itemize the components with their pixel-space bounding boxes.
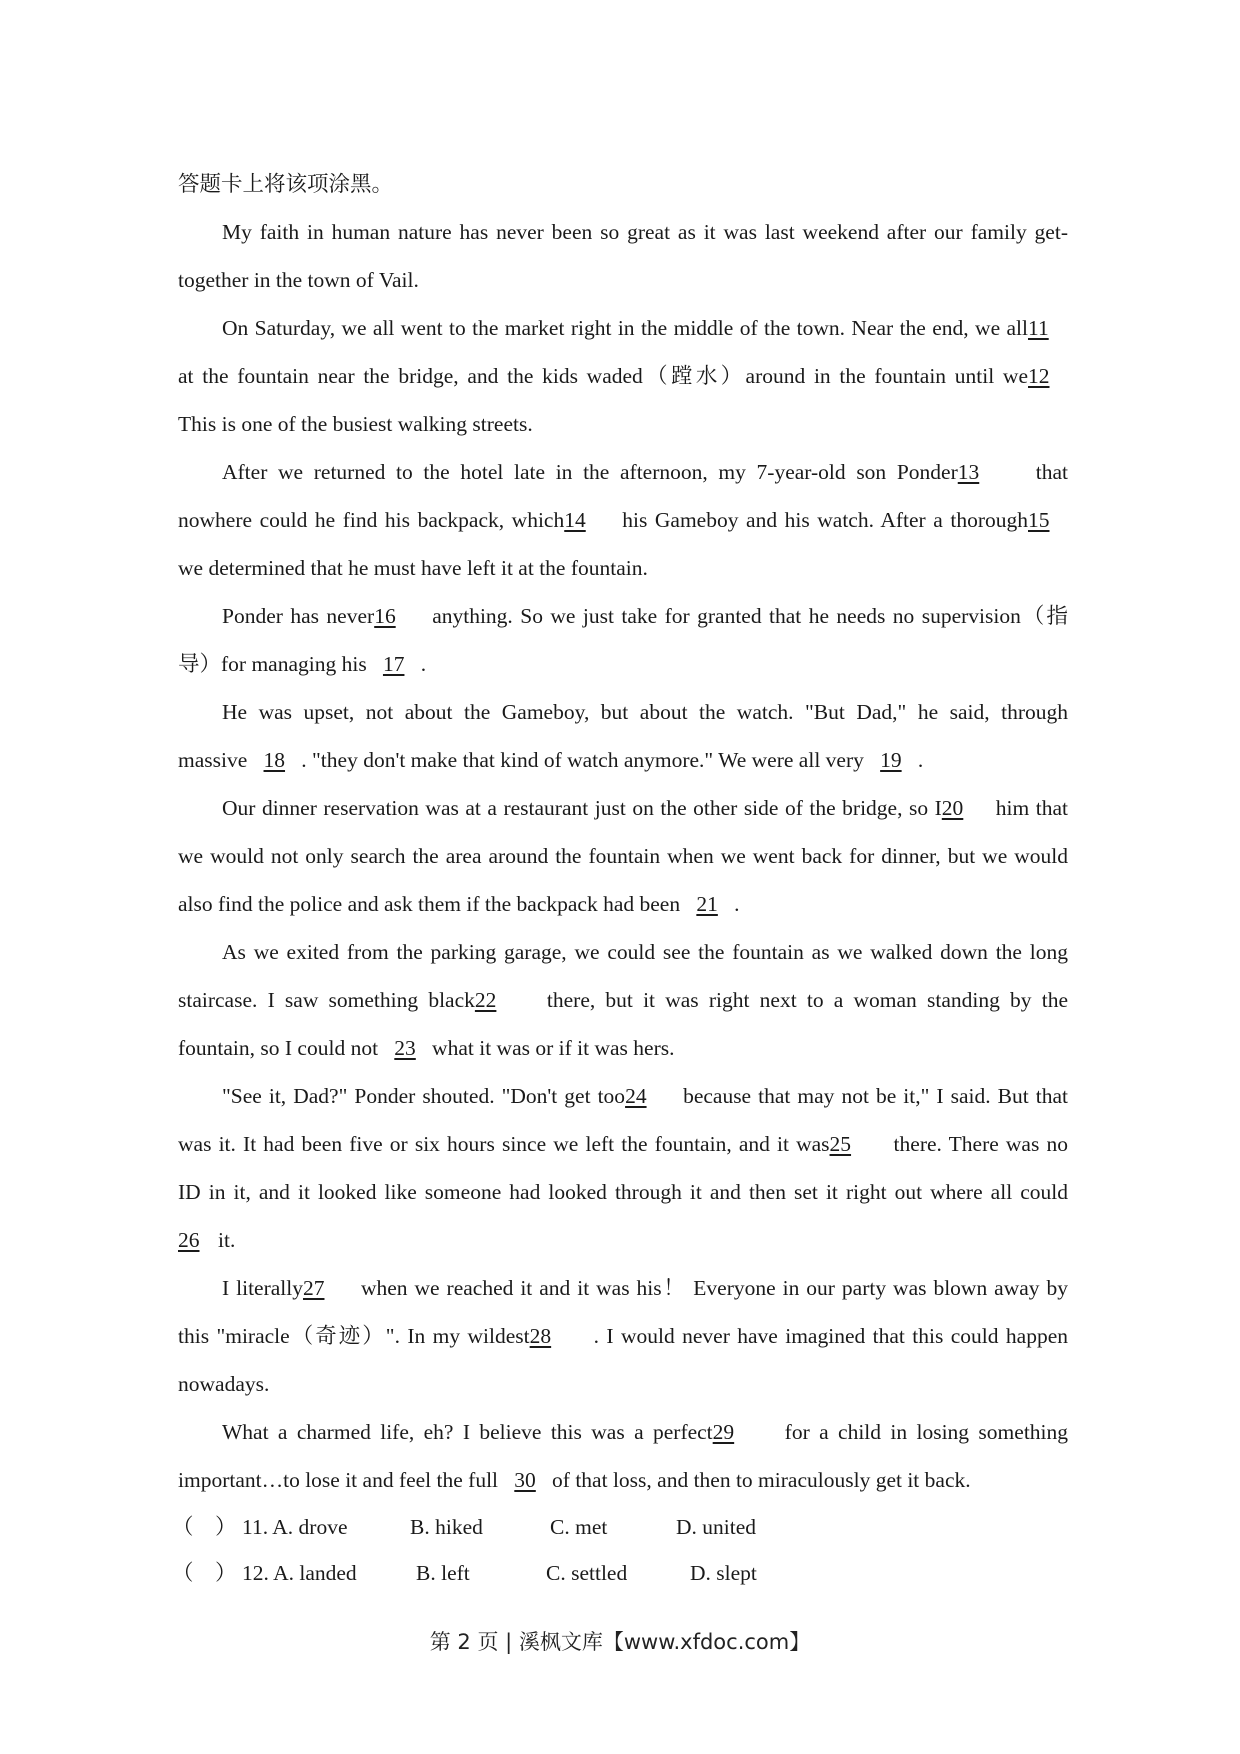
answer-bracket[interactable]: （ ） [172, 1515, 237, 1539]
blank-18: 18 [263, 748, 286, 772]
paragraph-2-line-3: This is one of the busiest walking streets. [178, 412, 533, 436]
blank-14: 14 [564, 508, 586, 532]
paragraph-8-line-3: ID in it, and it looked like someone had looked through it and then set it right out where all could [178, 1180, 1068, 1204]
paragraph-7-line-1: As we exited from the parking garage, we could see the fountain as we walked down the long [222, 940, 1068, 964]
blank-11: 11 [1028, 316, 1049, 340]
blank-24: 24 [625, 1084, 647, 1108]
blank-25: 25 [829, 1132, 852, 1156]
question-11-option-d: D. united [676, 1515, 757, 1539]
paragraph-9-line-2: this "miracle（奇迹）". In my wildest28 . I would never have imagined that this could happen [178, 1312, 1068, 1360]
paragraph-9-line-1: I literally27 when we reached it and it was his！ Everyone in our party was blown away by [178, 1264, 1068, 1312]
question-12-option-c: C. settled [546, 1561, 628, 1585]
paragraph-8-line-1: "See it, Dad?" Ponder shouted. "Don't get too24 because that may not be it," I said. But that [178, 1072, 1068, 1120]
blank-27: 27 [302, 1276, 325, 1300]
paragraph-1-line-1: My faith in human nature has never been so great as it was last weekend after our family get- [222, 220, 1068, 244]
blank-16: 16 [374, 604, 396, 628]
question-11-row [172, 1504, 1068, 1550]
question-11-option-b: B. hiked [410, 1515, 483, 1539]
blank-15: 15 [1028, 508, 1050, 532]
question-12-option-a: 12. A. landed [242, 1561, 357, 1585]
blank-26: 26 [178, 1228, 200, 1252]
paragraph-9-line-3: nowadays. [178, 1372, 270, 1396]
paragraph-4-line-1: Ponder has never16 anything. So we just take for granted that he needs no supervision（指 [178, 592, 1068, 640]
paragraph-10-line-1: What a charmed life, eh? I believe this was a perfect29 for a child in losing something [178, 1408, 1068, 1456]
paragraph-2-line-1: On Saturday, we all went to the market right in the middle of the town. Near the end, we all11 [178, 304, 1068, 352]
blank-20: 20 [941, 796, 964, 820]
paragraph-8-line-2: was it. It had been five or six hours since we left the fountain, and it was25 there. There was no [178, 1120, 1068, 1168]
paragraph-10-line-2: important…to lose it and feel the full 30 of that loss, and then to miraculously get it back. [178, 1456, 1068, 1504]
paragraph-3-line-3: we determined that he must have left it at the fountain. [178, 556, 648, 580]
blank-17: 17 [382, 652, 405, 676]
paragraph-8-line-4: 26 it. [178, 1216, 1068, 1264]
question-12-row [172, 1550, 1068, 1596]
paragraph-6-line-2: we would not only search the area around the fountain when we went back for dinner, but we would [178, 844, 1068, 868]
question-11-option-a: 11. A. drove [242, 1515, 348, 1539]
paragraph-3-line-2: nowhere could he find his backpack, which14 his Gameboy and his watch. After a thorough15 [178, 496, 1068, 544]
page-footer: 第 2 页 | 溪枫文库【www.xfdoc.com】 [429, 1630, 811, 1654]
document-body [172, 160, 1068, 1596]
paragraph-5-line-2: massive 18 . "they don't make that kind of watch anymore." We were all very 19 . [178, 736, 1068, 784]
paragraph-6-line-3: also find the police and ask them if the backpack had been 21 . [178, 880, 1068, 928]
question-11-option-c: C. met [550, 1515, 608, 1539]
blank-13: 13 [957, 460, 980, 484]
blank-30: 30 [514, 1468, 536, 1492]
paragraph-1-line-2: together in the town of Vail. [178, 268, 419, 292]
blank-29: 29 [712, 1420, 735, 1444]
paragraph-7-line-3: fountain, so I could not 23 what it was or if it was hers. [178, 1024, 1068, 1072]
paragraph-4-line-2: 导）for managing his 17 . [178, 640, 1068, 688]
blank-28: 28 [529, 1324, 552, 1348]
answer-bracket[interactable]: （ ） [172, 1561, 237, 1585]
paragraph-2-line-2: at the fountain near the bridge, and the kids waded（蹚水）around in the fountain until we12 [178, 352, 1068, 400]
intro-line: 答题卡上将该项涂黑。 [178, 172, 394, 196]
question-12-option-b: B. left [416, 1561, 470, 1585]
paragraph-7-line-2: staircase. I saw something black22 there, but it was right next to a woman standing by the [178, 976, 1068, 1024]
paragraph-6-line-1: Our dinner reservation was at a restaurant just on the other side of the bridge, so I20 him that [178, 784, 1068, 832]
question-12-option-d: D. slept [690, 1561, 757, 1585]
blank-12: 12 [1028, 364, 1050, 388]
blank-23: 23 [394, 1036, 416, 1060]
blank-19: 19 [880, 748, 902, 772]
blank-21: 21 [696, 892, 718, 916]
paragraph-3-line-1: After we returned to the hotel late in the afternoon, my 7-year-old son Ponder13 that [178, 448, 1068, 496]
paragraph-5-line-1: He was upset, not about the Gameboy, but about the watch. "But Dad," he said, through [222, 700, 1068, 724]
blank-22: 22 [474, 988, 497, 1012]
